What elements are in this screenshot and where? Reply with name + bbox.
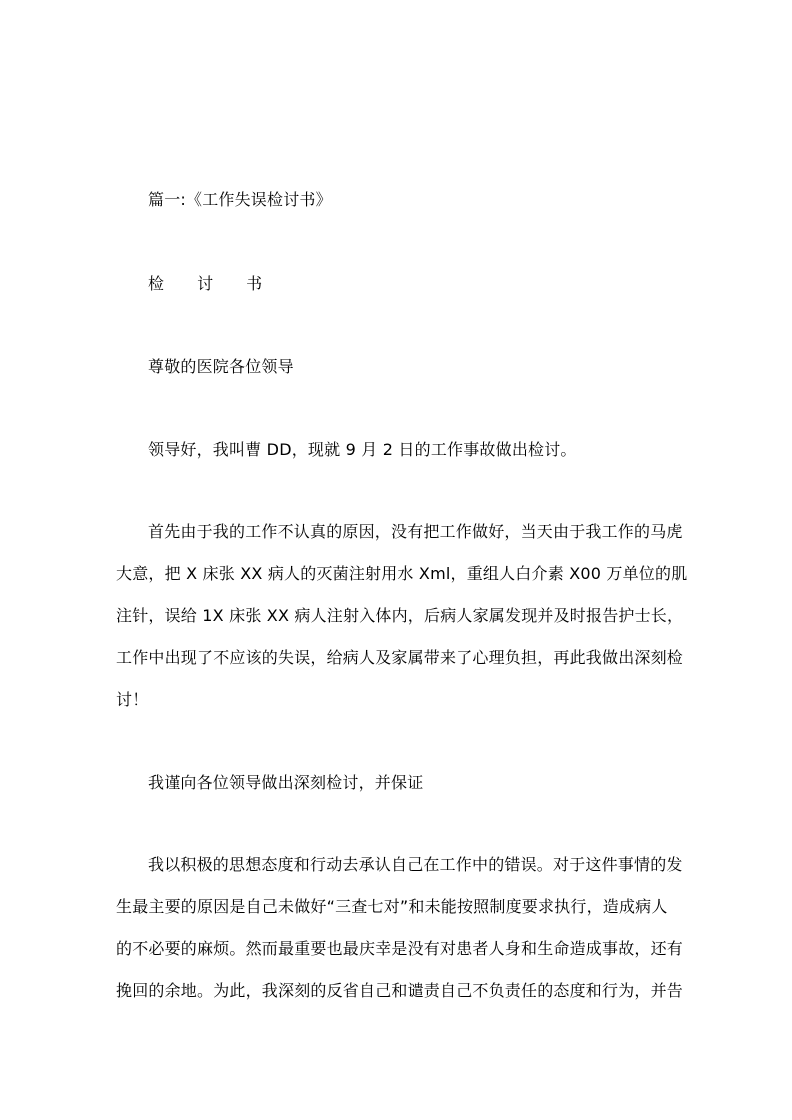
paragraph-line: 我以积极的思想态度和行动去承认自己在工作中的错误。对于这件事情的发 (148, 855, 683, 874)
paragraph-line: 首先由于我的工作不认真的原因，没有把工作做好，当天由于我工作的马虎 (148, 522, 683, 541)
paragraph-line: 注针，误给 1X 床张 XX 病人注射入体内，后病人家属发现并及时报告护士长， (116, 606, 684, 625)
paragraph-line: 挽回的余地。为此，我深刻的反省自己和谴责自己不负责任的态度和行为，并告 (116, 981, 684, 1000)
paragraph-line: 大意，把 X 床张 XX 病人的灭菌注射用水 Xml，重组人白介素 X00 万单位的肌 (116, 564, 688, 583)
paragraph-line: 生最主要的原因是自己未做好“三查七对”和未能按照制度要求执行，造成病人 (116, 897, 668, 916)
document-title: 检 讨 书 (148, 274, 277, 293)
paragraph-line: 的不必要的麻烦。然而最重要也最庆幸是没有对患者人身和生命造成事故，还有 (116, 939, 684, 958)
paragraph-line: 讨！ (116, 690, 149, 709)
salutation: 尊敬的医院各位领导 (148, 357, 294, 376)
section-heading: 篇一:《工作失误检讨书》 (148, 190, 332, 209)
pledge-line: 我谨向各位领导做出深刻检讨，并保证 (148, 773, 424, 792)
paragraph-line: 工作中出现了不应该的失误，给病人及家属带来了心理负担，再此我做出深刻检 (116, 648, 684, 667)
greeting-line: 领导好，我叫曹 DD，现就 9 月 2 日的工作事故做出检讨。 (148, 440, 577, 459)
